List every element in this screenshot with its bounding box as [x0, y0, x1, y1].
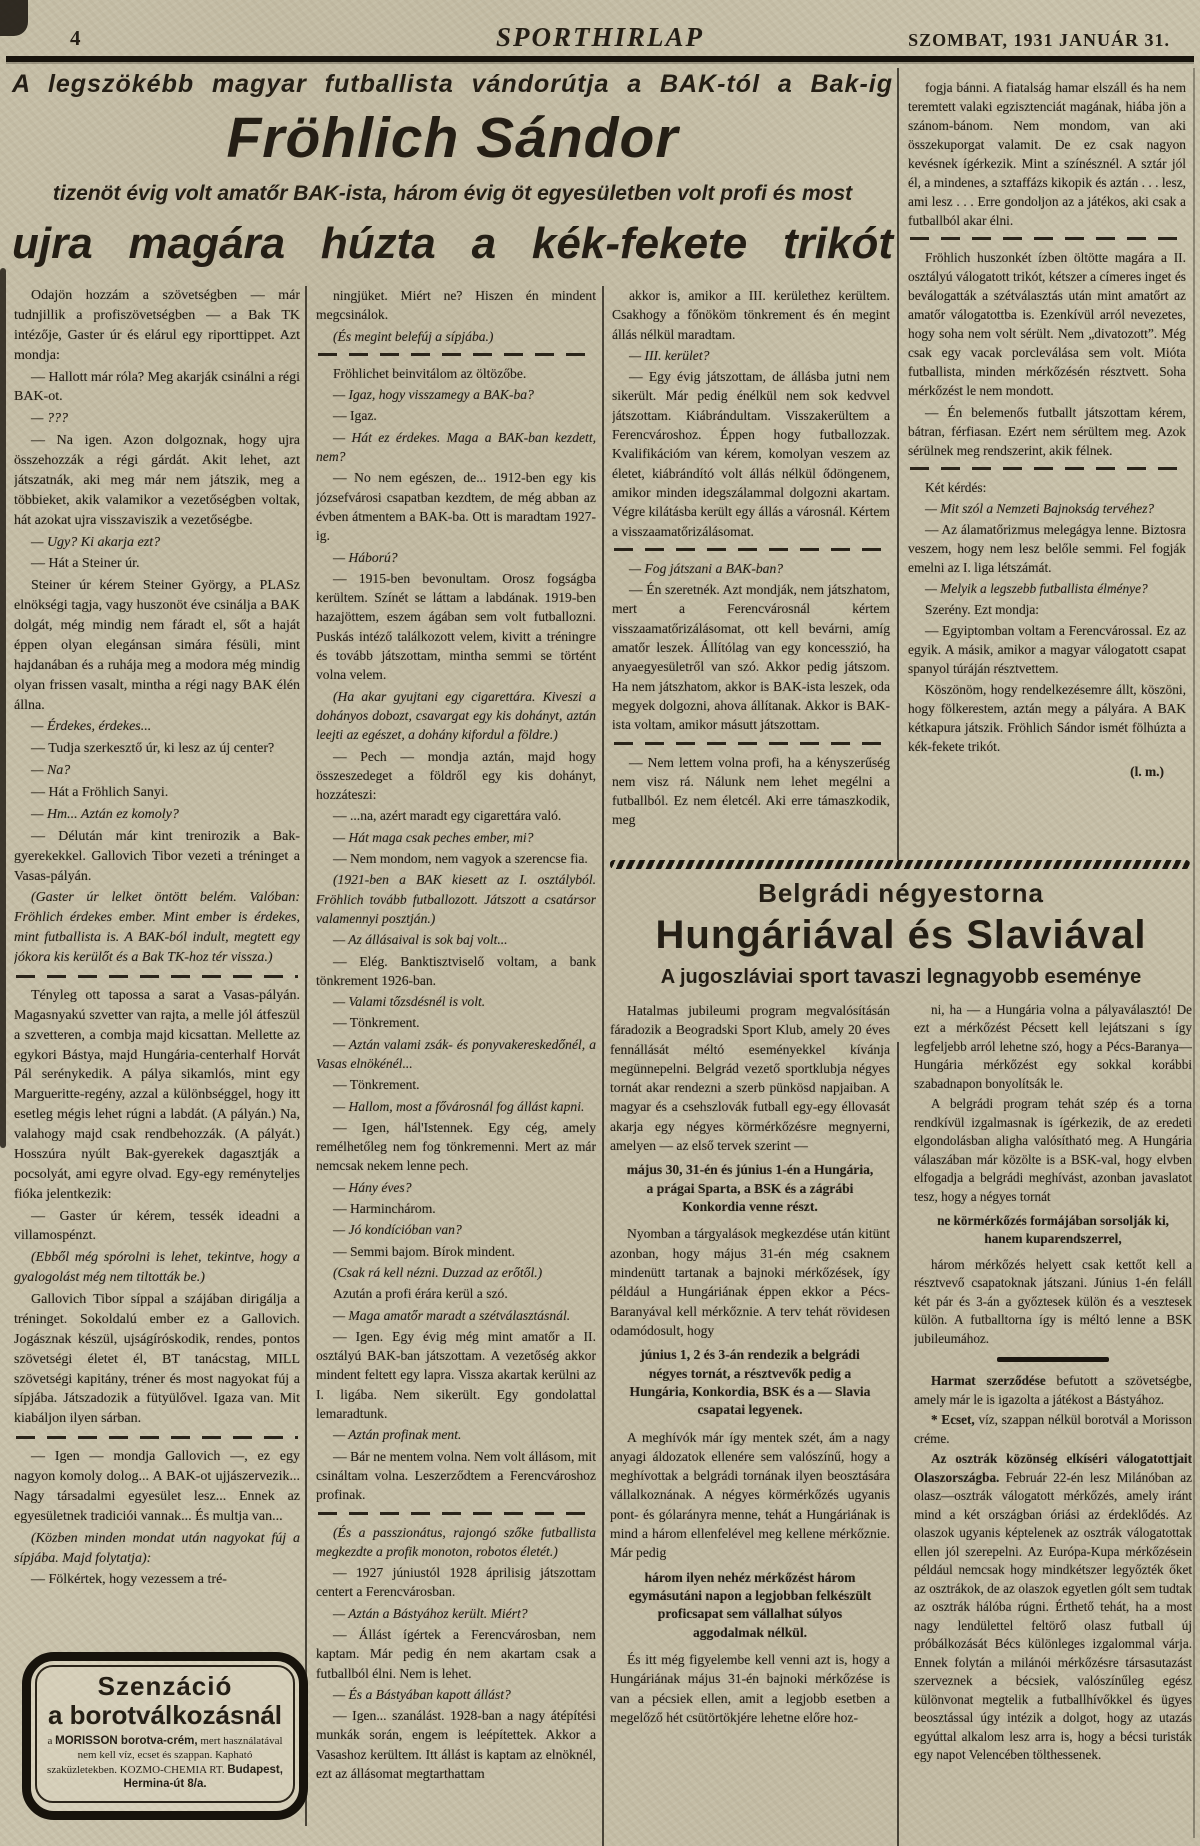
paragraph: — ???: [31, 411, 68, 427]
paragraph: — Állást ígértek a Ferencvárosban, nem kaptam. Már pedig én nem akartam csak a futballból élni. Nem is lehet.: [316, 1627, 596, 1681]
paragraph: — Hát ez érdekes. Maga a BAK-ban kezdett, nem?: [316, 429, 596, 465]
paragraph: Hatalmas jubileumi program megvalósításán fáradozik a Beogradski Sport Klub, amely 20 éves fennállását méltó eseményekkel kívánja megünnepelni. Belgrád vezető sportklubja négyes tornát akar rendezni a szerb pünkösd napjaiban. A magyar és a csehszlovák futball egy-egy éllovasát akarja egy négyes körmérkőzésre megnyerni, amelyen — az első tervek szerint —: [610, 1003, 890, 1154]
dashed-divider: [910, 467, 1184, 470]
paragraph: ni, ha — a Hungária volna a pályaválasztó! De ezt a mérkőzést Pécsett kell lejátszani s így legfeljebb arról lehetne szó, hogy a Pécs-Baranya—Hungária mérkőzést egy sokkal korábbi szabadnapon bonyolítsák le.: [914, 1002, 1192, 1091]
belgrade-kicker: Belgrádi négyestorna: [758, 878, 1044, 908]
paragraph: — Elég. Banktisztviselő voltam, a bank tönkrement 1926-ban.: [316, 953, 596, 988]
page-number: 4: [70, 26, 81, 50]
belgrade-column-left: [610, 1001, 890, 1797]
paragraph: — Aztán profinak ment.: [333, 1427, 462, 1443]
paragraph: három mérkőzés helyett csak kettőt kell a résztvevő csapatoknak játszani. Június 1-én feláll két pár és 3-án a győztesek külön és a vesztesek külön. A futballtorna így is méltó lenne a BSK jubileumához.: [914, 1256, 1192, 1346]
dashed-divider: [16, 975, 298, 978]
paragraph: — Semmi bajom. Bírok mindent.: [333, 1243, 515, 1259]
paragraph: És itt még figyelembe kell venni azt is, hogy a Hungáriának május 31-én bajnoki mérkőzése is van a pécsiek ellen, amit a legjobb esetben a megelőző hét csütörtökjére lehetne előre hoz-: [610, 1652, 890, 1725]
paragraph: — Ugy? Ki akarja ezt?: [31, 534, 161, 550]
news-item-text: befutott a szövetségbe, amely már le is igazolta a játékost a Bástyához.: [914, 1373, 1192, 1407]
paragraph: akkor is, amikor a III. kerülethez kerültem. Csakhogy a főnököm tönkrement és én megint állás nélkül maradtam.: [612, 288, 890, 342]
paragraph: — Igaz.: [333, 408, 377, 424]
paragraph: — Tudja szerkesztő úr, ki lesz az új center?: [31, 741, 275, 757]
paragraph: Szerény. Ezt mondja:: [925, 601, 1040, 617]
paragraph: (Közben minden mondat után nagyokat fúj a sípjába. Majd folytatja):: [14, 1530, 300, 1566]
paragraph: (És megint belefúj a sípjába.): [333, 328, 494, 344]
paragraph: (Gaster úr lelket öntött belém. Valóban: Fröhlich érdekes ember. Mint ember is érdekes, mint futballista is. A BAK-ból indult, megtett egy jókora kis kerülőt és a Bak TK-hoz tér vissza.): [14, 890, 300, 965]
lead-deck: tizenöt évig volt amatőr BAK-ista, három évig öt egyesületben volt profi és most: [52, 182, 853, 205]
masthead: SPORTHIRLAP: [495, 22, 705, 52]
paragraph: (Csak rá kell nézni. Duzzad az erőtől.): [333, 1264, 543, 1280]
paragraph: — Fölkértek, hogy vezessem a tré-: [31, 1572, 227, 1588]
paragraph: — Nem mondom, nem vagyok a szerencse fia.: [333, 851, 588, 867]
paragraph: Köszönöm, hogy rendelkezésemre állt, köszöni, hogy fölkerestem, aztán megy a pályára. A BAK kétkapura játszik. Fröhlich Sándor ismét fölhúzta a kék-fekete trikót.: [908, 681, 1186, 754]
paragraph: — Bár ne mentem volna. Nem volt állásom, mit csináltam volna. Leszerződtem a Ferencvároshoz profinak.: [316, 1448, 596, 1503]
paragraph: — No nem egészen, de... 1912-ben egy kis józsefvárosi csapatban kezdtem, de még abban az évben átmentem a BAK-ba. Ott is maradtam 1927-ig.: [316, 470, 596, 544]
dashed-divider: [318, 353, 594, 356]
paragraph: — Na?: [31, 763, 71, 779]
paragraph: Azután a profi érára kerül a szó.: [333, 1286, 508, 1302]
paragraph: Nyomban a tárgyalások megkezdése után kitünt azonban, hogy május 31-én még csaknem mindenütt tartanak a bajnoki mérkőzések, így például a Hungáriának éppen ekkor a Pécs-Baranyával kell mérkőznie. A terv tehát rövidesen odamódosult, hogy: [610, 1226, 890, 1338]
paragraph: — Tönkrement.: [333, 1015, 420, 1031]
ad-address: Budapest, Hermina-út 8/a.: [123, 1763, 283, 1791]
paragraph: Két kérdés:: [925, 479, 987, 495]
paragraph: — Én belemenős futballt játszottam kérem, bátran, férfiasan. Ezért nem sérültem meg. Azok sérülnek meg rendszerint, akik félnek.: [908, 404, 1186, 458]
paragraph: — Tönkrement.: [333, 1077, 420, 1093]
paragraph: Odajön hozzám a szövetségben — már tudnjillik a profiszövetségben — a Bak TK intézője, Gaster úr és elárul egy riporttippet. Azt mondja:: [14, 288, 300, 363]
paragraph: — Igen, hál'Istennek. Egy cég, amely remélhetőleg nem fog tönkremenni. Mert az már nemcsak nekem lenne pech.: [316, 1119, 596, 1174]
column-rule: [305, 286, 307, 1826]
paragraph: — Háború?: [333, 549, 398, 565]
belgrade-title: Hungáriával és Slaviával: [655, 913, 1147, 957]
ad-body: [45, 1734, 285, 1792]
masthead-rule: [6, 56, 1194, 62]
paragraph: — III. kerület?: [629, 347, 710, 363]
paragraph: — Az álamatőrizmus melegágya lenne. Biztosra veszem, hogy nem lesz belőle semmi. Fel fogják emelni az I. liga létszámát.: [908, 521, 1186, 575]
paragraph: — Aztán a Bástyához került. Miért?: [333, 1605, 528, 1621]
article-column-2: [316, 286, 596, 1794]
paragraph: — Hallom, most a fővárosnál fog állást kapni.: [333, 1098, 585, 1114]
paragraph: — 1927 júniustól 1928 áprilisig játszottam centert a Ferencvárosban.: [316, 1565, 596, 1600]
ad-title: Szenzáció: [97, 1671, 233, 1701]
paragraph: (És a passzionátus, rajongó szőke futballista megkezdte a profik monoton, robotos életét.): [316, 1524, 596, 1559]
news-item: [914, 1372, 1192, 1409]
paragraph: — ...na, azért maradt egy cigarettára való.: [333, 808, 562, 824]
lead-kicker: A legszökébb magyar futballista vándorútja a BAK-tól a Bak-ig: [12, 70, 893, 98]
paragraph: — Aztán valami zsák- és ponyvakereskedőnél, a Vasas elnökénél...: [316, 1036, 596, 1071]
paragraph: — Hát maga csak peches ember, mi?: [333, 829, 534, 845]
shaving-cream-ad: [22, 1652, 308, 1820]
belgrade-section: [610, 878, 1192, 1797]
paragraph: fogja bánni. A fiatalság hamar elszáll és ha nem teremtett valaki egzisztenciát magának, hiába jön a szánom-bánom. Nem mondom, van aki összekuporgat valamit. De ez csak nagyon kevésnek ígérkezik. Mint a színésznél. A sztár jól él, a mindenes, a sztaffázs kikopik és aztán . . . lesz, ami lesz . . . Erre gondoljon az a játékos, aki csak a futballból akar élni.: [908, 80, 1186, 229]
paragraph: — Egy évig játszottam, de állásba jutni nem sikerült. Már pedig énélkül nem sok kedvvel játszottam. Kiábrándultam. Visszakerültem a Ferencvároshoz. Éppen hogy futballozzak. Kvalifikációm van kérem, komolyan veszem az életet, kiábrándító volt állás nélkül ődöngenem, amikor minden idegszálammal dolgozni akartam. Végre kilátásba került egy állás a városnál. Kértem a visszaamatőrizálásomat.: [612, 369, 890, 539]
paragraph: — Igen — mondja Gallovich —, ez egy nagyon komoly dolog... A BAK-ot ujjászervezik... Nagy társadalmi egyesület lesz... Ennek az egyesületnek tradiciói vannak... És multja van...: [14, 1449, 300, 1524]
news-item-text: Február 22-én lesz Milánóban az olasz—osztrák válogatott mérkőzés, amely iránt mind a két országban óriási az érdeklődés. Az olaszok ugyanis képtelenek az osztrák válogatottak ellen jól szerepelni. Az Európa-Kupa mérkőzésein például nemcsak hogy mindkétszer legyőzték őket az osztrákok, de az olaszok egyetlen gólt sem tudtak az osztrák hálóba rúgni. Érthető tehát, ha a most nagy lendülettel feltörő olasz futball új próbálkozását Bécs különleges izgalommal várja. Ennek folytán a milánói mérkőzésre társasutazást szerveznek a bécsiek, valószínűleg egész különvonat megtelik a futballhívőkkel és ügyes beosztással úgy intézik a dolgot, hogy az utazás egyúttal alkalom lesz arra is, hogy a bécsi turisták egy napot Velencében tölthessenek.: [914, 1469, 1192, 1763]
paragraph: — Az állásaival is sok baj volt...: [333, 932, 508, 948]
article-column-4: [908, 78, 1186, 860]
paragraph: — Na igen. Azon dolgoznak, hogy ujra összehozzák a régi gárdát. Akit lehet, azt játszatnák, aki meg már nem játszik, meg a többieket, akik valamikor a vezetőségben voltak, hát azokat ujra visszaviszik a vezetőségbe.: [14, 433, 300, 528]
paragraph: — Pech — mondja aztán, majd hogy összeszedeget a földről egy kis dohányt, hozzáteszi:: [316, 748, 596, 803]
article-column-1: [14, 286, 300, 1642]
paragraph: — Gaster úr kérem, tessék ideadni a villamospénzt.: [14, 1208, 300, 1244]
belgrade-columns: [610, 1001, 1192, 1797]
ad-inner-frame: [35, 1665, 295, 1803]
article-column-3: [612, 286, 890, 864]
news-item-lead: * Ecset,: [931, 1412, 975, 1428]
dashed-divider: [318, 1512, 594, 1515]
paragraph: — És a Bástyában kapott állást?: [333, 1686, 511, 1702]
news-item: [914, 1450, 1192, 1764]
lead-article-headlines: [12, 70, 893, 269]
paragraph: — Hát a Fröhlich Sanyi.: [31, 785, 169, 800]
paragraph: — Igen... szanálást. 1928-ban a nagy átépítési munkák során, engem is leépítettek. Akkor a Vasashoz kerültem. Itt állást is kaptam az elnöknél, ezt az állásomat megtarthattam: [316, 1708, 596, 1782]
paragraph: — Hány éves?: [333, 1179, 412, 1195]
lead-headline2: ujra magára húzta a kék-fekete trikót: [12, 219, 893, 269]
paragraph: Steiner úr kérem Steiner György, a PLASz elnökségi tagja, vagy huszonöt éve csinálja a BAK dolgát, még mindig nem fáradt el, sőt a haját éppen olyan elegánsan simára fésüli, mint hajdanában és a ruhája meg a modora még mindig olyan frissen vasalt, mintha a régi nagy BAK élén állna.: [14, 578, 300, 713]
news-item-lead: Az osztrák közönség elkíséri válogatottjait Olaszországba.: [914, 1451, 1192, 1485]
paragraph: — Igen. Egy évig még mint amatőr a II. osztályú BAK-ban játszottam. A vezetőség akkor mindent feltett egy lapra. Vissza akartak kerülni az I. ligába. Nem sikerült. Egy gondolattal lemaradtunk.: [316, 1328, 596, 1422]
paragraph: — Hallott már róla? Meg akarják csinálni a régi BAK-ot.: [14, 369, 300, 405]
paragraph: — Harminchárom.: [333, 1201, 436, 1217]
paragraph: Gallovich Tibor síppal a szájában dirigálja a tréninget. Sokoldalú ember ez a Gallovich. Jogásznak készül, ujságíróskodik, rendes, pontos szövetségi életet él, BT tanácstag, MILL szövetségi kapitány, tréner és most nagyokat fúj a sípjába. Játszadozik a fütyülővel. Igaza van. Mit kiabáljon ilyen sárban.: [14, 1292, 300, 1427]
paragraph: — Valami tőzsdésnél is volt.: [333, 994, 486, 1010]
paragraph: — Egyiptomban voltam a Ferencvárossal. Ez az egyik. A másik, amikor a magyar válogatott csapat spanyol túráján résztvettem.: [908, 622, 1186, 676]
paragraph: — Jó kondícióban van?: [333, 1222, 462, 1238]
paragraph: — Melyik a legszebb futballista élménye?: [925, 580, 1148, 596]
ad-text: mert használatával nem kell víz, ecset és szappan. Kapható szaküzletekben. KOZMO-CHEMIA RT.: [47, 1735, 283, 1776]
paragraph: A belgrádi program tehát szép és a torna rendkívül izgalmasnak is ígérkezik, de az eredeti elgondolásban aligha valósítható meg. A Hungária válaszában már közölte is a BSK-val, hogy elvben elfogadja a belgrádi meghívást, azonban javaslatot tesz, hogy a négyes tornát: [914, 1096, 1192, 1204]
paragraph: Fröhlichet beinvitálom az öltözőbe.: [333, 365, 527, 381]
paragraph: Fröhlich huszonkét ízben öltötte magára a II. osztályú válogatott trikót, kétszer a címeres inget és beválogatták a szétválasztás után mint amatőrt az amatőr válogatottba is. Ezenkívül arról nevezetes, hogy soha nem volt sérült. Nem „divatozott”. Még csak egy vacak porcleválása sem volt. Mióta futballista, minden mérkőzésén résztvett. Soha mérkőzést le nem mondott.: [908, 250, 1186, 399]
lead-title: Fröhlich Sándor: [226, 106, 679, 170]
paragraph: (Ebből még spórolni is lehet, tekintve, hogy a gyalogolást még nem tiltották be.): [14, 1250, 300, 1286]
wavy-section-divider: [610, 860, 1190, 869]
paragraph: — Hát a Steiner úr.: [31, 556, 140, 572]
paragraph: (Ha akar gyujtani egy cigarettára. Kiveszi a dohányos dobozt, csavargat egy kis dohányt, aztán leejti az egészet, a dohány kifordul a földre.): [316, 688, 596, 743]
issue-date: SZOMBAT, 1931 JANUÁR 31.: [908, 30, 1170, 50]
column-rule: [897, 68, 899, 860]
paragraph: — Fog játszani a BAK-ban?: [629, 560, 784, 576]
ad-subtitle: a borotválkozásnál: [47, 1700, 283, 1730]
paragraph: — Délután már kint trenirozik a Bak-gyerekekkel. Gallovich Tibor vezeti a tréninget a Vasas-pályán.: [14, 828, 300, 884]
paragraph: — Mit szól a Nemzeti Bajnokság tervéhez?: [925, 500, 1155, 516]
emphasis-block: június 1, 2 és 3-án rendezik a belgrádi négyes tornát, a résztvevők pedig a Hungária, Konkordia, BSK és a — Slavia csapatai legyenek.: [629, 1347, 871, 1418]
paragraph: (1921-ben a BAK kiesett az I. osztályból. Fröhlich tovább futballozott. Játszott a csatársor valamennyi posztján.): [316, 872, 596, 926]
dashed-divider: [16, 1436, 298, 1439]
news-item: [914, 1411, 1192, 1448]
belgrade-subtitle: A jugoszláviai sport tavaszi legnagyobb eseménye: [660, 966, 1142, 988]
paragraph: — 1915-ben bevonultam. Orosz fogságba kerültem. Színét se láttam a labdának. 1919-ben hazajöttem, eszem ágában sem volt futballozni. Puskás intéző találkozott velem, kivitt a tréningre és tovább játszottam, mintha semmi se történt volna velem.: [316, 570, 596, 683]
column-rule: [602, 286, 604, 1846]
paragraph: ningjüket. Miért ne? Hiszen én mindent megcsinálok.: [316, 288, 596, 323]
paragraph: — Hm... Aztán ez komoly?: [31, 806, 179, 822]
page-edge-rule: [1193, 68, 1195, 1838]
paragraph: Tényleg ott tapossa a sarat a Vasas-pályán. Magasnyakú szvetter van rajta, a melle jól átfeszül a szvetteren, a combja majd kicsattan. Mellette az egykori Bástya, majd Hungária-centerhalf Horvát Pál serénykedik. A pálya sikamlós, mint egy Margueritte-regény, azzal a különbséggel, hogy itt esetleg mégis lehet rúgni a labdát. (A pályán.) Na, valahogy majd csak rendbehozzák. (A pályát.) Hosszúra nyúlt Bak-gyerekek dagasztják a pocsolyát, ami egyre olvad. Egy-egy reményteljes fióka jelentkezik:: [14, 987, 300, 1202]
paragraph: — Nem lettem volna profi, ha a kényszerűség nem visz rá. Nálunk nem lehet megélni a futballból. Ez nem életcél. Aki erre támaszkodik, meg: [612, 754, 890, 828]
dashed-divider: [614, 742, 888, 745]
paragraph: — Érdekes, érdekes...: [31, 719, 152, 735]
paragraph: — Én szeretnék. Azt mondják, nem játszhatom, mert a Ferencvárosnál kértem visszaamatőrizálásomat, ott kell bevárni, amíg amatőr leszek. Állítólag van egy koncesszió, ha anyaegyesületről van szó. Akkor pedig játszom. Ha nem játszhatom, akkor is BAK-ista leszek, oda megyek dolgozni, ahova állítanak. Akkor is BAK-ista voltam, amikor másutt játszottam.: [612, 582, 890, 733]
news-item-text: víz, szappan nélkül borotvál a Morisson créme.: [914, 1412, 1192, 1446]
ad-text: a: [47, 1735, 56, 1747]
ad-brand: MORISSON borotva-crém,: [55, 1735, 198, 1747]
byline: (l. m.): [1130, 764, 1164, 780]
paragraph: A meghívók már így mentek szét, ám a nagy anyagi áldozatok ellenére sem valószínű, hogy a meghívottak a belgrádi tornának ilyen beosztására vállalkoznának. A négyes körmérkőzés ugyanis pont- és gólarányra menne, tehát a Hungáriának is mind a három ellenfelével meg kellene mérkőznie. Már pedig: [610, 1429, 890, 1561]
emphasis-block: ne körmérkőzés formájában sorsolják ki, hanem kuparendszerrel,: [937, 1213, 1169, 1247]
dashed-divider: [910, 237, 1184, 240]
paragraph: — Maga amatőr maradt a szétválasztásnál.: [333, 1307, 571, 1323]
dashed-divider: [614, 548, 888, 551]
belgrade-column-right: [914, 1001, 1192, 1797]
news-item-lead: Harmat szerződése: [931, 1373, 1046, 1389]
emphasis-block: május 30, 31-én és június 1-én a Hungária, a prágai Sparta, a BSK és a zágrábi Konkordia venne részt.: [626, 1162, 874, 1215]
print-smudge-left: [0, 268, 6, 1148]
emphasis-block: három ilyen nehéz mérkőzést három egymásutáni napon a legjobban felkészült proficsapat sem vállalhat súlyos aggodalmak nélkül.: [628, 1569, 872, 1640]
short-divider: [997, 1357, 1109, 1362]
paragraph: — Igaz, hogy visszamegy a BAK-ba?: [333, 387, 534, 403]
